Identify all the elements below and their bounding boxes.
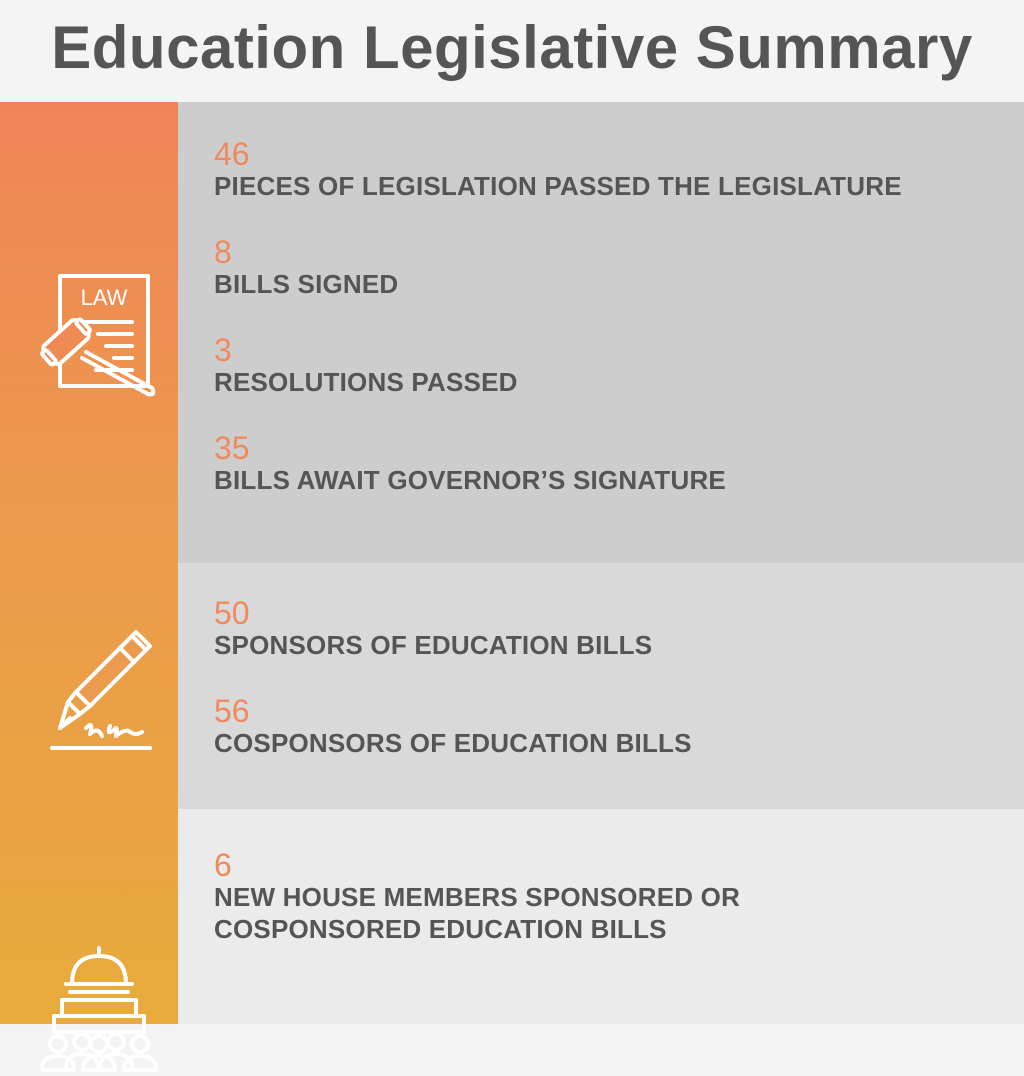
section-new-members bbox=[178, 809, 1024, 1024]
pen-signature-icon bbox=[46, 624, 158, 754]
section-sponsors bbox=[178, 563, 1024, 809]
stat-item bbox=[214, 597, 652, 661]
stat-label: BILLS AWAIT GOVERNOR’S SIGNATURE bbox=[214, 465, 726, 495]
stat-label: SPONSORS OF EDUCATION BILLS bbox=[214, 630, 653, 660]
side-band bbox=[0, 102, 178, 1024]
law-icon-text: LAW bbox=[80, 285, 128, 310]
law-gavel-icon bbox=[36, 272, 160, 402]
stat-number: 6 bbox=[214, 847, 232, 883]
header bbox=[0, 0, 1024, 102]
stat-number: 46 bbox=[214, 136, 250, 172]
stat-label: COSPONSORS OF EDUCATION BILLS bbox=[214, 728, 692, 758]
stat-item bbox=[214, 334, 518, 398]
stat-label: PIECES OF LEGISLATION PASSED THE LEGISLATURE bbox=[214, 171, 902, 201]
stat-label-line1: NEW HOUSE MEMBERS SPONSORED OR bbox=[214, 882, 741, 912]
stat-number: 56 bbox=[214, 693, 250, 729]
stat-number: 3 bbox=[214, 332, 232, 368]
stat-label: BILLS SIGNED bbox=[214, 269, 399, 299]
stat-label: RESOLUTIONS PASSED bbox=[214, 367, 518, 397]
stat-item bbox=[214, 432, 726, 496]
stat-number: 8 bbox=[214, 234, 232, 270]
stat-item bbox=[214, 236, 398, 300]
stat-item bbox=[214, 849, 740, 945]
stat-number: 35 bbox=[214, 430, 250, 466]
page-title: Education Legislative Summary bbox=[51, 14, 973, 81]
stat-item bbox=[214, 695, 692, 759]
stat-item bbox=[214, 138, 902, 202]
stat-label-line2: COSPONSORED EDUCATION BILLS bbox=[214, 914, 667, 944]
capitol-people-icon bbox=[36, 946, 162, 1076]
stat-number: 50 bbox=[214, 595, 250, 631]
section-legislation bbox=[178, 102, 1024, 563]
